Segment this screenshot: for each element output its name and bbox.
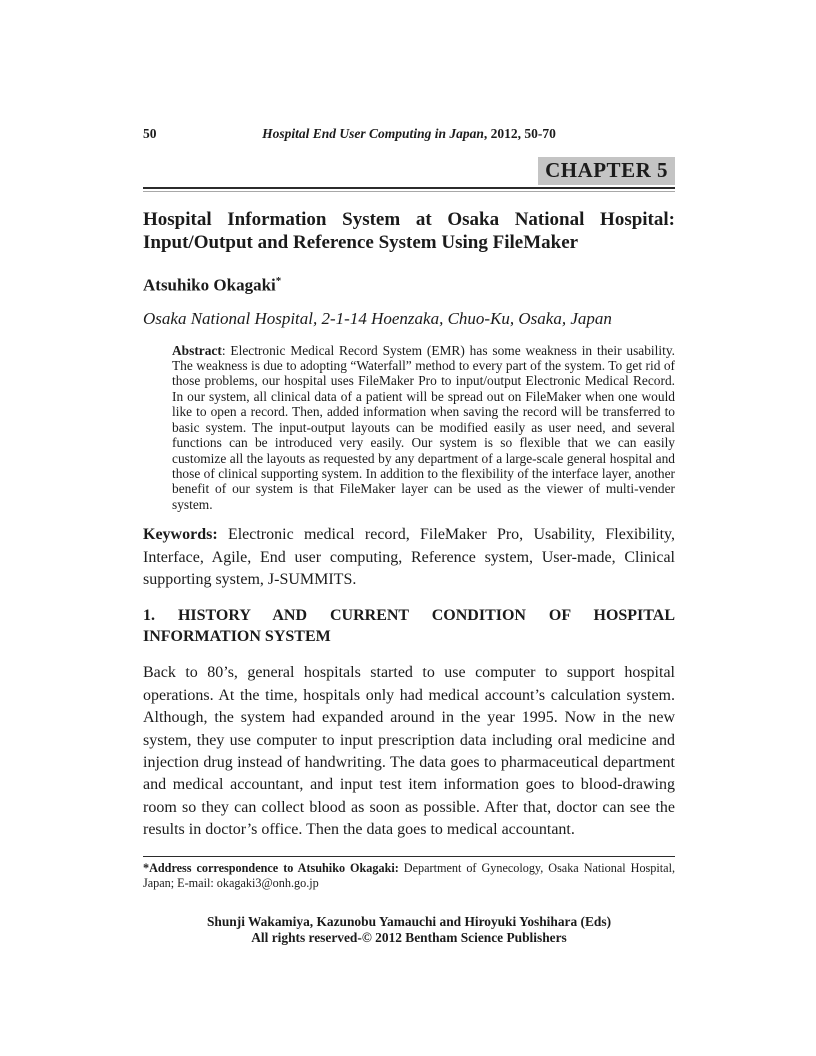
header-rule — [143, 187, 675, 192]
keywords-label: Keywords: — [143, 526, 218, 544]
running-title-journal: Hospital End User Computing in Japan — [262, 126, 484, 141]
abstract-paragraph — [172, 343, 675, 512]
publisher-footer — [143, 914, 675, 947]
page-number: 50 — [143, 126, 157, 141]
correspondence-footnote — [143, 861, 675, 891]
footnote-text: Department of Gynecology, Osaka National Hospital, Japan; E-mail: okagaki3@onh.go.jp — [143, 860, 675, 890]
section-heading — [143, 605, 675, 647]
keywords-text: Electronic medical record, FileMaker Pro, Usability, Flexibility, Interface, Agile, End user computing, Reference system, User-made, Clinical supporting system, J-SUMMITS. — [143, 526, 675, 588]
author-name: Atsuhiko Okagaki — [143, 275, 276, 295]
author-asterisk: * — [275, 275, 282, 287]
footer-rights: All rights reserved-© 2012 Bentham Science Publishers — [251, 930, 567, 946]
article-title — [143, 208, 675, 254]
article-title-line2: Input/Output and Reference System Using FileMaker — [143, 232, 579, 253]
body-paragraph: Back to 80’s, general hospitals started to use computer to support hospital operations. At the time, hospitals only had medical account’s calculation system. Although, the system had expanded around in the year 1995. Now in the new system, they use computer to input prescription data including oral medicine and injection drug instead of handwriting. The data goes to pharmaceutical department and medical accountant, and input test item information goes to blood-drawing room so they can collect blood as soon as possible. After that, doctor can see the results in doctor’s office. Then the data goes to medical accountant. — [143, 664, 675, 839]
author-affiliation: Osaka National Hospital, 2-1-14 Hoenzaka, Chuo-Ku, Osaka, Japan — [143, 308, 612, 328]
page-header — [143, 126, 675, 146]
running-title — [143, 126, 675, 142]
footnote-lead: *Address correspondence to Atsuhiko Okagaki: — [143, 860, 399, 875]
chapter-badge: CHAPTER 5 — [538, 157, 675, 185]
section-heading-line1: 1. HISTORY AND CURRENT CONDITION OF HOSPITAL — [143, 607, 675, 625]
footer-editors: Shunji Wakamiya, Kazunobu Yamauchi and Hiroyuki Yoshihara (Eds) — [206, 913, 612, 929]
running-title-pages: , 2012, 50-70 — [483, 126, 556, 141]
chapter-row — [143, 157, 675, 185]
article-title-line1: Hospital Information System at Osaka National Hospital: — [143, 209, 675, 230]
keywords-paragraph — [143, 524, 675, 591]
author-line — [143, 275, 675, 296]
footnote-rule — [143, 856, 675, 857]
abstract-label: Abstract — [172, 342, 222, 358]
abstract-text: : Electronic Medical Record System (EMR) has some weakness in their usability. The weakness is due to adopting “Waterfall” method to every part of the system. To get rid of those problems, our hospital uses FileMaker Pro to input/output Electronic Medical Record. In our system, all clinical data of a patient will be spread out on FileMaker when one would like to open a record. Then, added information when saving the record will be transferred to basic system. The input-output layouts can be modified easily as user need, and several functions can be introduced very easily. Our system is so flexible that we can easily customize all the layouts as requested by any department of a large-scale general hospital and those of clinical supporting system. In addition to the flexibility of the interface layer, another benefit of our system is that FileMaker layer can be used as the viewer of multi-vender system. — [172, 342, 675, 512]
section-heading-line2: INFORMATION SYSTEM — [143, 628, 331, 646]
